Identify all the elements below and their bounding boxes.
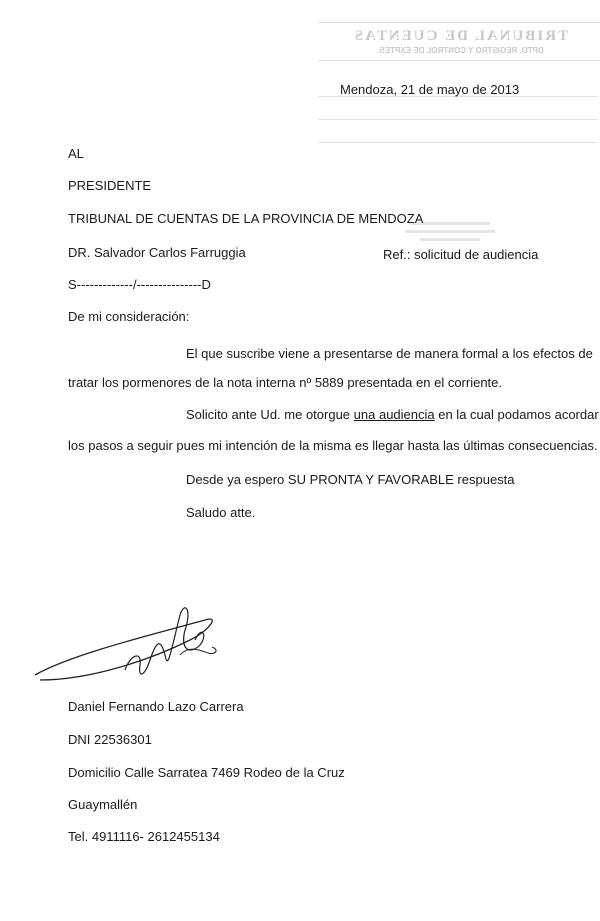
signature <box>30 595 240 695</box>
sender-address: Domicilio Calle Sarratea 7469 Rodeo de la Cruz <box>68 765 345 780</box>
body-text: Solicito ante Ud. me otorgue una audiencia en la cual podamos acordar <box>186 407 599 422</box>
date: Mendoza, 21 de mayo de 2013 <box>340 82 520 97</box>
reference: Ref.: solicitud de audiencia <box>383 247 539 262</box>
underlined-text: una audiencia <box>353 407 435 422</box>
recipient-line: PRESIDENTE <box>68 178 152 193</box>
stamp-subtitle: DPTO. REGISTRO Y CONTROL DE EXPTES. <box>318 45 600 61</box>
stamp-title: TRIBUNAL DE CUENTAS <box>352 28 569 44</box>
closing: Saludo atte. <box>186 505 256 520</box>
sender-city: Guaymallén <box>68 797 138 812</box>
greeting: De mi consideración: <box>68 309 190 324</box>
body-text: Desde ya espero SU PRONTA Y FAVORABLE respuesta <box>186 472 515 487</box>
sender-name: Daniel Fernando Lazo Carrera <box>68 699 244 714</box>
recipient-line: TRIBUNAL DE CUENTAS DE LA PROVINCIA DE MENDOZA <box>68 211 424 226</box>
sender-phone: Tel. 4911116- 2612455134 <box>68 829 220 844</box>
stamp-form-lines <box>318 96 598 165</box>
sd-line: S-------------/---------------D <box>68 277 211 292</box>
body-text: tratar los pormenores de la nota interna nº 5889 presentada en el corriente. <box>68 375 503 390</box>
recipient-line: AL <box>68 146 84 161</box>
sender-dni: DNI 22536301 <box>68 732 152 747</box>
body-text: El que suscribe viene a presentarse de manera formal a los efectos de <box>186 346 593 361</box>
received-stamp-bleedthrough <box>318 22 600 73</box>
recipient-line: DR. Salvador Carlos Farruggia <box>68 245 246 260</box>
body-text: los pasos a seguir pues mi intención de la misma es llegar hasta las últimas consecuencias. <box>68 438 598 453</box>
